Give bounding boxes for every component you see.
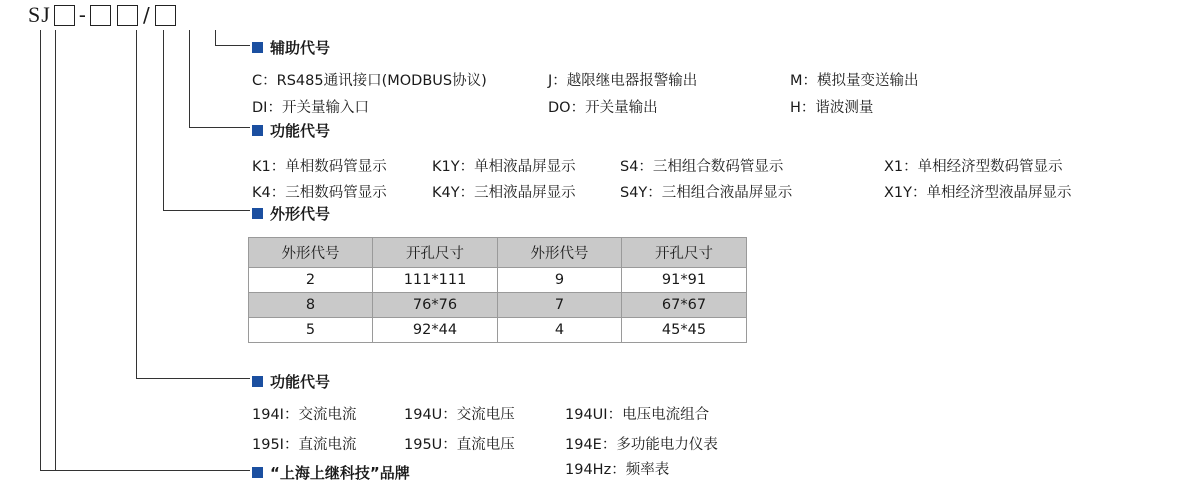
- table-cell: 92*44: [373, 318, 498, 343]
- section-title-func-bottom: [252, 371, 330, 392]
- leader-line-func-bottom-vertical: [136, 30, 137, 378]
- func-top-item-k4: K4：三相数码管显示: [252, 185, 387, 201]
- func-bottom-item-195u: 195U：直流电压: [404, 437, 515, 453]
- func-bottom-item-194ui: 194UI：电压电流组合: [565, 407, 710, 423]
- leader-line-func-top-vertical: [189, 30, 190, 127]
- table-cell: 9: [498, 268, 622, 293]
- func-bottom-item-194e: 194E：多功能电力仪表: [565, 437, 718, 453]
- table-row: [249, 268, 747, 293]
- table-cell: 8: [249, 293, 373, 318]
- aux-item-m: M：模拟量变送输出: [790, 73, 919, 89]
- section-title-func-bottom-label: 功能代号: [270, 373, 331, 391]
- table-cell: 67*67: [622, 293, 747, 318]
- table-header-cell: 外形代号: [249, 238, 373, 268]
- code-dash: -: [78, 3, 87, 27]
- table-cell: 45*45: [622, 318, 747, 343]
- leader-line-brand-vertical-b: [55, 30, 56, 470]
- leader-line-aux-vertical: [215, 30, 216, 45]
- table-row: [249, 318, 747, 343]
- table-header-cell: 开孔尺寸: [373, 238, 498, 268]
- section-title-shape: [252, 203, 330, 224]
- table-header-row: [249, 238, 747, 268]
- code-box-3: [117, 5, 138, 26]
- func-top-item-x1y: X1Y：单相经济型液晶屏显示: [884, 185, 1072, 201]
- section-title-aux: [252, 37, 330, 58]
- table-cell: 76*76: [373, 293, 498, 318]
- table-cell: 5: [249, 318, 373, 343]
- func-bottom-item-194hz: 194Hz：频率表: [565, 462, 670, 478]
- leader-line-brand-horizontal: [40, 470, 250, 471]
- code-box-2: [90, 5, 111, 26]
- func-bottom-item-194u: 194U：交流电压: [404, 407, 515, 423]
- aux-item-do: DO：开关量输出: [548, 100, 658, 116]
- code-slash: /: [143, 3, 150, 27]
- table-cell: 2: [249, 268, 373, 293]
- func-top-item-x1: X1：单相经济型数码管显示: [884, 159, 1063, 175]
- aux-item-c: C：RS485通讯接口(MODBUS协议): [252, 73, 487, 89]
- func-bottom-item-195i: 195I：直流电流: [252, 437, 357, 453]
- func-top-item-s4y: S4Y：三相组合液晶屏显示: [620, 185, 793, 201]
- func-top-item-s4: S4：三相组合数码管显示: [620, 159, 784, 175]
- section-title-brand-label: “上海上继科技”品牌: [270, 464, 410, 482]
- aux-item-di: DI：开关量输入口: [252, 100, 369, 116]
- table-cell: 91*91: [622, 268, 747, 293]
- leader-line-brand-vertical-a: [40, 30, 41, 470]
- section-title-func-top: [252, 120, 330, 141]
- code-box-4: [155, 5, 176, 26]
- leader-line-func-top-horizontal: [189, 127, 250, 128]
- section-title-shape-label: 外形代号: [270, 205, 331, 223]
- bullet-square-icon: [252, 42, 263, 53]
- bullet-square-icon: [252, 376, 263, 387]
- table-cell: 7: [498, 293, 622, 318]
- func-top-item-k1: K1：单相数码管显示: [252, 159, 387, 175]
- bullet-square-icon: [252, 208, 263, 219]
- model-prefix: SJ: [28, 2, 51, 27]
- model-code: [28, 0, 179, 30]
- shape-code-table: [248, 237, 747, 343]
- code-box-1: [54, 5, 75, 26]
- table-cell: 111*111: [373, 268, 498, 293]
- func-top-item-k1y: K1Y：单相液晶屏显示: [432, 159, 576, 175]
- bullet-square-icon: [252, 125, 263, 136]
- aux-item-h: H：谐波测量: [790, 100, 874, 116]
- aux-item-j: J：越限继电器报警输出: [548, 73, 698, 89]
- section-title-func-top-label: 功能代号: [270, 122, 331, 140]
- section-title-brand: [252, 462, 410, 483]
- leader-line-shape-vertical: [163, 30, 164, 210]
- func-bottom-item-194i: 194I：交流电流: [252, 407, 357, 423]
- func-top-item-k4y: K4Y：三相液晶屏显示: [432, 185, 576, 201]
- table-row: [249, 293, 747, 318]
- table-header-cell: 开孔尺寸: [622, 238, 747, 268]
- leader-line-func-bottom-horizontal: [136, 378, 250, 379]
- section-title-aux-label: 辅助代号: [270, 39, 331, 57]
- table-header-cell: 外形代号: [498, 238, 622, 268]
- leader-line-shape-horizontal: [163, 210, 250, 211]
- leader-line-aux-horizontal: [215, 45, 250, 46]
- table-cell: 4: [498, 318, 622, 343]
- bullet-square-icon: [252, 467, 263, 478]
